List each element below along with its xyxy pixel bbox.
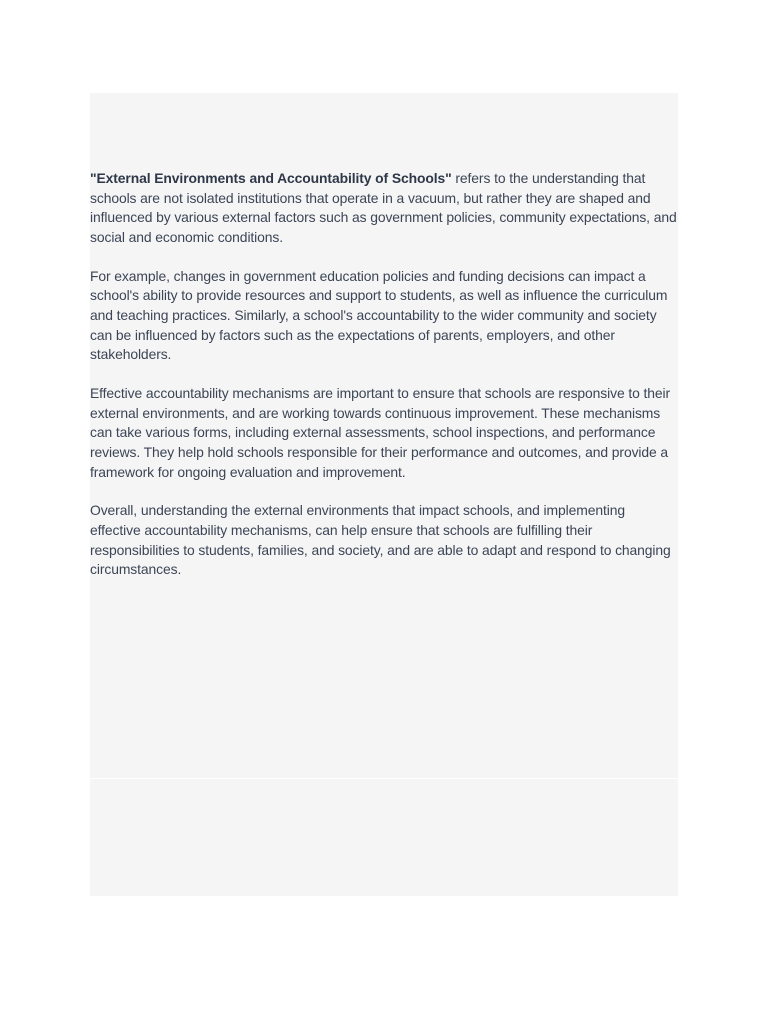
content-panel xyxy=(90,93,678,778)
paragraph-overall: Overall, understanding the external environments that impact schools, and implementing effective accountability mechanisms, can help ensure that schools are fulfilling their responsibilities to students, families, and society, and are able to adapt and respond to changing circumstances. xyxy=(90,502,671,578)
intro-text: refers to the understanding that schools are not isolated institutions that operate in a vacuum, but rather they are shaped and influenced by various external factors such as government policies, community expectations, and social and economic conditions. xyxy=(90,170,677,245)
article-body xyxy=(90,169,678,599)
paragraph-example: For example, changes in government education policies and funding decisions can impact a school's ability to provide resources and support to students, as well as influence the curriculum and teaching practices. Similarly, a school's accountability to the wider community and society can be influenced by factors such as the expectations of parents, employers, and other stakeholders. xyxy=(90,267,668,363)
intro-term: "External Environments and Accountability of Schools" xyxy=(90,170,452,186)
paragraph-mechanisms: Effective accountability mechanisms are important to ensure that schools are responsive to their external environments, and are working towards continuous improvement. These mechanisms can take various forms, including external assessments, school inspections, and performance reviews. They help hold schools responsible for their performance and outcomes, and provide a framework for ongoing evaluation and improvement. xyxy=(90,385,671,480)
lower-panel xyxy=(90,779,678,896)
paragraph-intro xyxy=(90,169,678,247)
